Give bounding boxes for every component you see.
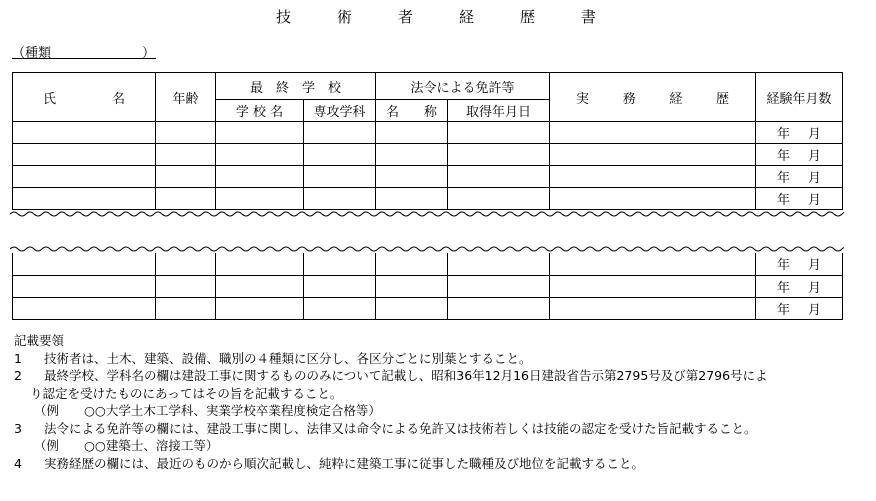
kind-field[interactable]: （種類 ） (12, 46, 156, 61)
table-row (13, 188, 843, 210)
age-cell[interactable] (156, 144, 216, 166)
instruction-example: （例 ○○大学土木工学科、実業学校卒業程度検定合格等） (34, 403, 381, 418)
experience-cell[interactable] (550, 253, 756, 275)
age-cell[interactable] (156, 253, 216, 275)
school-cell[interactable] (216, 275, 304, 297)
major-cell[interactable] (304, 297, 376, 319)
break-wave-line (10, 210, 844, 220)
major-cell[interactable] (304, 166, 376, 188)
years-cell[interactable]: 年 月 (756, 253, 843, 275)
career-table-top (12, 72, 843, 210)
header-license-group: 法令による免許等 (376, 73, 550, 100)
years-cell[interactable]: 年 月 (756, 166, 843, 188)
title-char: 書 (580, 8, 596, 26)
major-cell[interactable] (304, 122, 376, 144)
instruction-example: （例 ○○建築士、溶接工等） (34, 438, 219, 453)
header-school-group: 最 終 学 校 (216, 73, 376, 100)
years-cell[interactable]: 年 月 (756, 188, 843, 210)
experience-cell[interactable] (550, 166, 756, 188)
years-cell[interactable]: 年 月 (756, 275, 843, 297)
experience-cell[interactable] (550, 188, 756, 210)
career-table-bottom (12, 253, 843, 320)
license-name-cell[interactable] (376, 297, 448, 319)
instructions-heading: 記載要領 (14, 333, 65, 348)
header-experience: 実 務 経 歴 (550, 73, 756, 122)
title-char: 歴 (519, 8, 535, 26)
school-cell[interactable] (216, 297, 304, 319)
school-cell[interactable] (216, 144, 304, 166)
license-date-cell[interactable] (448, 253, 550, 275)
table-row (13, 144, 843, 166)
instruction-item: 3 法令による免許等の欄には、建設工事に関し、法律又は命令による免許又は技術若しくは技能の認定を受けた旨記載すること。 (14, 420, 757, 436)
name-cell[interactable] (13, 188, 156, 210)
license-date-cell[interactable] (448, 122, 550, 144)
instructions (14, 332, 874, 472)
instruction-item: 4 実務経歴の欄には、最近のものから順次記載し、純粋に建築工事に従事した職種及び地位を記載すること。 (14, 455, 645, 471)
experience-cell[interactable] (550, 122, 756, 144)
header-age: 年齢 (156, 73, 216, 122)
header-years: 経験年月数 (756, 73, 843, 122)
license-name-cell[interactable] (376, 188, 448, 210)
name-cell[interactable] (13, 166, 156, 188)
license-date-cell[interactable] (448, 275, 550, 297)
school-cell[interactable] (216, 166, 304, 188)
license-date-cell[interactable] (448, 188, 550, 210)
header-license-name: 名 称 (376, 100, 448, 122)
license-date-cell[interactable] (448, 166, 550, 188)
license-date-cell[interactable] (448, 297, 550, 319)
age-cell[interactable] (156, 275, 216, 297)
header-school-name: 学 校 名 (216, 100, 304, 122)
license-date-cell[interactable] (448, 144, 550, 166)
years-cell[interactable]: 年 月 (756, 144, 843, 166)
major-cell[interactable] (304, 275, 376, 297)
title-char: 者 (397, 8, 413, 26)
break-wave-line (10, 243, 844, 253)
instruction-item: 2 最終学校、学科名の欄は建設工事に関するもののみについて記載し、昭和36年12月16日建設省告示第2795号及び第2796号によ (14, 368, 768, 383)
experience-cell[interactable] (550, 144, 756, 166)
name-cell[interactable] (13, 122, 156, 144)
major-cell[interactable] (304, 144, 376, 166)
table-row (13, 253, 843, 275)
school-cell[interactable] (216, 122, 304, 144)
table-row (13, 297, 843, 319)
table-row (13, 166, 843, 188)
age-cell[interactable] (156, 166, 216, 188)
major-cell[interactable] (304, 253, 376, 275)
name-cell[interactable] (13, 275, 156, 297)
school-cell[interactable] (216, 253, 304, 275)
major-cell[interactable] (304, 188, 376, 210)
years-cell[interactable]: 年 月 (756, 122, 843, 144)
license-name-cell[interactable] (376, 122, 448, 144)
instruction-item: 1 技術者は、土木、建築、設備、職別の４種類に区分し、各区分ごとに別葉とすること。 (14, 350, 532, 366)
kind-underline (12, 58, 156, 59)
table-row (13, 275, 843, 297)
header-license-date: 取得年月日 (448, 100, 550, 122)
age-cell[interactable] (156, 297, 216, 319)
instruction-continuation: り認定を受けたものにあってはその旨を記載すること。 (30, 385, 343, 401)
experience-cell[interactable] (550, 297, 756, 319)
name-cell[interactable] (13, 297, 156, 319)
license-name-cell[interactable] (376, 144, 448, 166)
name-cell[interactable] (13, 253, 156, 275)
license-name-cell[interactable] (376, 253, 448, 275)
document-title (276, 6, 596, 26)
header-name: 氏 名 (13, 73, 156, 122)
title-char: 技 (276, 8, 292, 26)
table-row (13, 122, 843, 144)
school-cell[interactable] (216, 188, 304, 210)
age-cell[interactable] (156, 122, 216, 144)
experience-cell[interactable] (550, 275, 756, 297)
title-char: 術 (336, 8, 352, 26)
license-name-cell[interactable] (376, 166, 448, 188)
years-cell[interactable]: 年 月 (756, 297, 843, 319)
license-name-cell[interactable] (376, 275, 448, 297)
title-char: 経 (458, 8, 474, 26)
header-major: 専攻学科 (304, 100, 376, 122)
age-cell[interactable] (156, 188, 216, 210)
name-cell[interactable] (13, 144, 156, 166)
